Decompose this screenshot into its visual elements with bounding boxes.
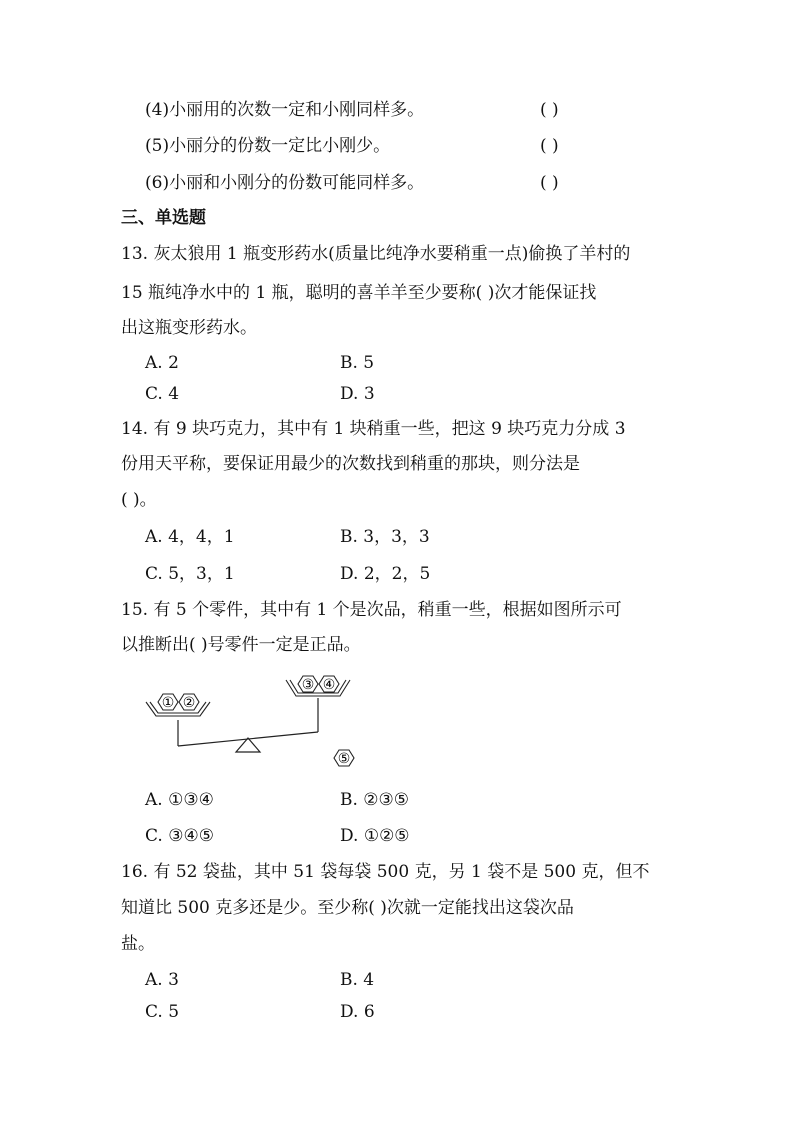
- judge-answer-6[interactable]: ( ): [540, 173, 559, 193]
- q15-option-b[interactable]: B. ②③⑤: [340, 790, 410, 810]
- q16-option-b[interactable]: B. 4: [340, 970, 375, 990]
- q14-option-d[interactable]: D. 2，2，5: [340, 564, 431, 584]
- section-title: 三、单选题: [121, 208, 206, 228]
- q13-option-d[interactable]: D. 3: [340, 384, 375, 404]
- q14-line-2: 份用天平称，要保证用最少的次数找到稍重的那块，则分法是: [121, 454, 580, 474]
- q15-option-c[interactable]: C. ③④⑤: [145, 826, 214, 846]
- q16-line-2: 知道比 500 克多还是少。至少称( )次就一定能找出这袋次品: [121, 898, 574, 918]
- q13-line-3: 出这瓶变形药水。: [121, 318, 257, 338]
- judge-answer-5[interactable]: ( ): [540, 136, 559, 156]
- q15-option-d[interactable]: D. ①②⑤: [340, 826, 410, 846]
- q16-line-1: 16. 有 52 袋盐，其中 51 袋每袋 500 克，另 1 袋不是 500 克，但不: [121, 862, 650, 882]
- q14-option-b[interactable]: B. 3，3，3: [340, 527, 430, 547]
- q13-option-a[interactable]: A. 2: [145, 353, 179, 373]
- q16-option-d[interactable]: D. 6: [340, 1002, 375, 1022]
- judge-item-6: (6)小丽和小刚分的份数可能同样多。: [145, 173, 425, 193]
- balance-beam: [178, 732, 318, 746]
- right-pan: [286, 680, 350, 696]
- part-1-label: ①: [161, 695, 175, 711]
- q13-line-1: 13. 灰太狼用 1 瓶变形药水(质量比纯净水要稍重一点)偷换了羊村的: [121, 244, 631, 264]
- part-4-label: ④: [322, 677, 336, 693]
- q13-line-2: 15 瓶纯净水中的 1 瓶，聪明的喜羊羊至少要称( )次才能保证找: [121, 283, 597, 303]
- part-2-label: ②: [182, 695, 196, 711]
- judge-item-5: (5)小丽分的份数一定比小刚少。: [145, 136, 391, 156]
- part-3-label: ③: [301, 677, 315, 693]
- judge-answer-4[interactable]: ( ): [540, 100, 559, 120]
- q14-option-a[interactable]: A. 4，4，1: [145, 527, 235, 547]
- q14-option-c[interactable]: C. 5，3，1: [145, 564, 235, 584]
- q15-line-2: 以推断出( )号零件一定是正品。: [121, 635, 361, 655]
- q13-option-c[interactable]: C. 4: [145, 384, 180, 404]
- q15-option-a[interactable]: A. ①③④: [145, 790, 214, 810]
- q13-option-b[interactable]: B. 5: [340, 353, 375, 373]
- q16-option-c[interactable]: C. 5: [145, 1002, 180, 1022]
- q14-line-1: 14. 有 9 块巧克力，其中有 1 块稍重一些，把这 9 块巧克力分成 3: [121, 419, 626, 439]
- q16-option-a[interactable]: A. 3: [145, 970, 179, 990]
- part-5-label: ⑤: [337, 751, 351, 767]
- q15-line-1: 15. 有 5 个零件，其中有 1 个是次品，稍重一些，根据如图所示可: [121, 600, 622, 620]
- q14-line-3: ( )。: [121, 490, 157, 510]
- judge-item-4: (4)小丽用的次数一定和小刚同样多。: [145, 100, 425, 120]
- balance-scale-figure: [140, 668, 400, 778]
- q16-line-3: 盐。: [121, 934, 155, 954]
